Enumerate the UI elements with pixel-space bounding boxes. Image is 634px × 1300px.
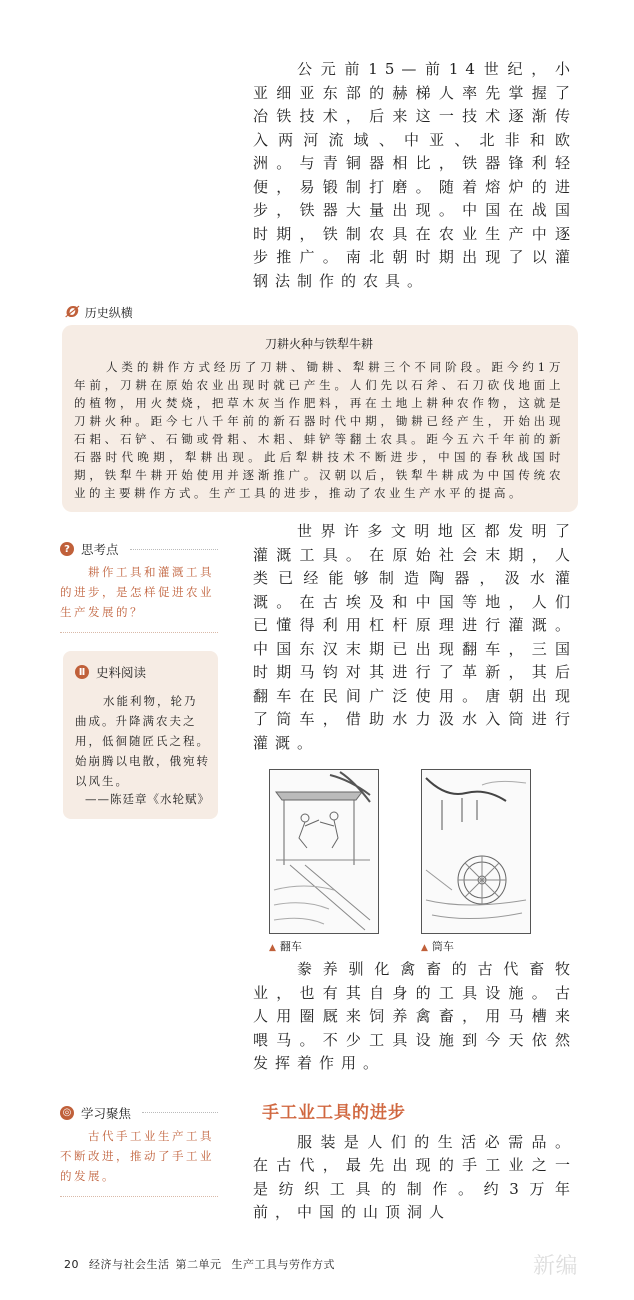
history-box-header [62,303,578,325]
focus-text: 古代手工业生产工具不断改进，推动了手工业的发展。 [60,1128,214,1183]
middle-section [0,520,634,1076]
think-text: 耕作工具和灌溉工具的进步，是怎样促进农业生产发展的？ [60,565,214,619]
page-number: 20 [64,1257,79,1271]
think-label: 思考点 [81,542,119,557]
think-point [60,540,218,633]
book-icon: Ⅱ [75,665,89,679]
question-icon: ? [60,542,74,556]
reading-text: 水能利物，轮乃曲成。升降满农夫之用，低徊随匠氏之程。始崩腾以电散，俄宛转以风生。 [75,694,210,788]
unit-number: 第二单元 [175,1258,222,1271]
history-box-title: 刀耕火种与铁犁牛耕 [264,337,373,351]
main-column-lower [253,1084,577,1225]
figure-fanche-caption: ▲ 翻车 [269,940,302,953]
reading-label: 史料阅读 [96,665,147,680]
figure-tongche-image [421,769,531,934]
triangle-marker-icon: ▲ [421,943,428,953]
history-box-text: 人类的耕作方式经历了刀耕、锄耕、犁耕三个不同阶段。距今约1万年前，刀耕在原始农业出现时就已产生。人们先以石斧、石刀砍伐地面上的植物，用火焚烧，把草木灰当作肥料，再在土地上耕种农作物，这就是刀耕火种。距今七八千年前的新石器时代中期，锄耕已经产生，开始出现石耜、石铲、石锄或骨耜、木耜、蚌铲等翻土农具。距今五六千年前的新石器时代晚期，犁耕出现。此后犁耕技术不断进步，中国的春秋战国时期，铁犁牛耕开始使用并逐渐推广。汉朝以后，铁犁牛耕成为中国传统农业的主要耕作方式。生产工具的进步，推动了农业生产水平的提高。 [74,360,564,500]
sidebar-lower [60,1084,218,1225]
paragraph-iron-tools: 公元前15—前14世纪，小亚细亚东部的赫梯人率先掌握了冶铁技术，后来这一技术逐渐传入两河流域、中亚、北非和欧洲。与青铜器相比，铁器锋利轻便，易锻制打磨。随着熔炉的进步，铁器大量出现。中国在战国时期，铁制农具在农业生产中逐步推广。南北朝时期出现了以灌钢法制作的农具。 [253,60,577,290]
figures [269,769,577,954]
paragraph-handicraft: 服装是人们的生活必需品。在古代，最先出现的手工业之一是纺织工具的制作。约3万年前，中国的山顶洞人 [253,1132,577,1221]
book-title: 经济与社会生活 [89,1258,170,1271]
section-heading: 手工业工具的进步 [262,1102,406,1123]
lower-section [0,1084,634,1225]
source-reading-box [63,651,218,819]
unit-title: 生产工具与劳作方式 [231,1258,335,1271]
learning-focus [60,1104,218,1197]
paragraph-irrigation: 世界许多文明地区都发明了灌溉工具。在原始社会末期，人类已经能够制造陶器，汲水灌溉。在古埃及和中国等地，人们已懂得利用杠杆原理进行灌溉。中国东汉末期已出现翻车，三国时期马钧对其进行了革新，其后翻车在民间广泛使用。唐朝出现了筒车，借助水力汲水入筒进行灌溉。 [253,522,577,752]
target-icon: ◎ [60,1106,74,1120]
divider [60,1196,218,1197]
reading-source: ——陈廷章《水轮赋》 [85,792,210,806]
paragraph-husbandry: 豢养驯化禽畜的古代畜牧业，也有其自身的工具设施。古人用圈厩来饲养禽畜，用马槽来喂马。不少工具设施到今天依然发挥着作用。 [253,960,577,1072]
history-section [62,303,578,512]
triangle-marker-icon: ▲ [269,943,276,953]
focus-label: 学习聚焦 [81,1105,132,1121]
divider [60,632,218,633]
history-icon: Ø [66,303,79,321]
history-box [62,325,578,512]
figure-tongche-caption: ▲ 筒车 [421,940,454,953]
history-box-label: 历史纵横 [84,305,133,320]
page-footer [64,1249,578,1280]
watermark: 新编 [532,1253,578,1279]
figure-fanche-image [269,769,379,934]
main-column [253,520,577,1076]
sidebar [60,520,218,1076]
